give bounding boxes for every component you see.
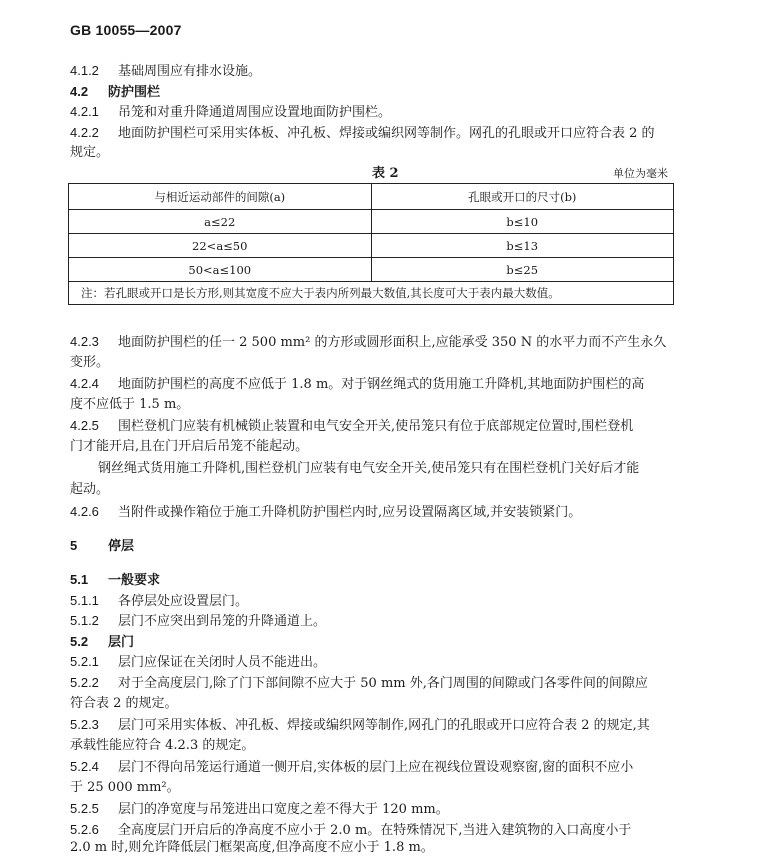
clause-4-1-2: 4.1.2 基础周围应有排水设施。 bbox=[70, 63, 262, 79]
clause-5-2-6: 5.2.6 全高度层门开启后的净高度不应小于 2.0 m。在特殊情况下,当进入建筑物的入口高度小于 bbox=[70, 822, 632, 838]
chapter-heading-5: 5 停层 bbox=[70, 538, 135, 554]
clause-5-2-5: 5.2.5 层门的净宽度与吊笼进出口宽度之差不得大于 120 mm。 bbox=[70, 801, 449, 817]
table-header-clearance: 与相近运动部件的间隙(a) bbox=[69, 184, 372, 210]
table-cell: b≤25 bbox=[371, 258, 674, 282]
clause-5-2-3: 5.2.3 层门可采用实体板、冲孔板、焊接或编织网等制作,网孔门的孔眼或开口应符合表 2 的规定,其 bbox=[70, 717, 650, 733]
table-row bbox=[69, 210, 674, 234]
clause-4-2-3-continued: 变形。 bbox=[70, 355, 110, 370]
clause-4-2-2: 4.2.2 地面防护围栏可采用实体板、冲孔板、焊接或编织网等制作。网孔的孔眼或开口应符合表 2 的 bbox=[70, 125, 655, 141]
table-cell: b≤10 bbox=[371, 210, 674, 234]
clause-4-2-3: 4.2.3 地面防护围栏的任一 2 500 mm² 的方形或圆形面积上,应能承受 350 N 的水平力而不产生永久 bbox=[70, 334, 667, 350]
clause-5-2-1: 5.2.1 层门应保证在关闭时人员不能进出。 bbox=[70, 654, 327, 670]
section-heading-5-1: 5.1 一般要求 bbox=[70, 572, 161, 588]
table-title: 表 2 bbox=[372, 166, 399, 181]
clause-4-2-5-paragraph-2-continued: 起动。 bbox=[70, 482, 110, 497]
clause-4-2-4: 4.2.4 地面防护围栏的高度不应低于 1.8 m。对于钢丝绳式的货用施工升降机,其地面防护围栏的高 bbox=[70, 376, 645, 392]
clause-5-2-4: 5.2.4 层门不得向吊笼运行通道一侧开启,实体板的层门上应在视线位置设观察窗,窗的面积不应小 bbox=[70, 759, 634, 775]
clause-5-1-2: 5.1.2 层门不应突出到吊笼的升降通道上。 bbox=[70, 613, 327, 629]
table-cell: 50<a≤100 bbox=[69, 258, 372, 282]
standard-code-header: GB 10055—2007 bbox=[70, 22, 182, 38]
table-unit: 单位为毫米 bbox=[613, 167, 668, 180]
clause-5-2-2: 5.2.2 对于全高度层门,除了门下部间隙不应大于 50 mm 外,各门周围的间隙或门各零件间的间隙应 bbox=[70, 675, 648, 691]
clause-5-1-1: 5.1.1 各停层处应设置层门。 bbox=[70, 593, 249, 609]
table-note: 注：若孔眼或开口是长方形,则其宽度不应大于表内所列最大数值,其长度可大于表内最大数值。 bbox=[69, 282, 674, 305]
clause-5-2-4-continued: 于 25 000 mm²。 bbox=[70, 780, 180, 795]
clause-4-2-5: 4.2.5 围栏登机门应装有机械锁止装置和电气安全开关,使吊笼只有位于底部规定位置时,围栏登机 bbox=[70, 418, 634, 434]
table-row bbox=[69, 234, 674, 258]
clause-4-2-5-continued: 门才能开启,且在门开启后吊笼不能起动。 bbox=[70, 439, 309, 454]
table-cell: 22<a≤50 bbox=[69, 234, 372, 258]
clause-5-2-6-continued: 2.0 m 时,则允许降低层门框架高度,但净高度不应小于 1.8 m。 bbox=[70, 840, 434, 855]
table-cell: b≤13 bbox=[371, 234, 674, 258]
clause-5-2-3-continued: 承载性能应符合 4.2.3 的规定。 bbox=[70, 738, 255, 753]
table-header-row bbox=[69, 184, 674, 210]
clearance-table bbox=[68, 183, 674, 305]
table-cell: a≤22 bbox=[69, 210, 372, 234]
section-heading-5-2: 5.2 层门 bbox=[70, 634, 135, 650]
clause-4-2-1: 4.2.1 吊笼和对重升降通道周围应设置地面防护围栏。 bbox=[70, 104, 392, 120]
clause-5-2-2-continued: 符合表 2 的规定。 bbox=[70, 696, 178, 711]
clause-4-2-6: 4.2.6 当附件或操作箱位于施工升降机防护围栏内时,应另设置隔离区域,并安装锁紧门。 bbox=[70, 504, 582, 520]
section-heading-4-2: 4.2 防护围栏 bbox=[70, 84, 161, 100]
clause-4-2-4-continued: 度不应低于 1.5 m。 bbox=[70, 397, 190, 412]
clause-4-2-5-paragraph-2: 钢丝绳式货用施工升降机,围栏登机门应装有电气安全开关,使吊笼只有在围栏登机门关好后才能 bbox=[98, 461, 640, 476]
table-header-opening-size: 孔眼或开口的尺寸(b) bbox=[371, 184, 674, 210]
table-note-row bbox=[69, 282, 674, 305]
clause-4-2-2-continued: 规定。 bbox=[70, 145, 110, 160]
table-row bbox=[69, 258, 674, 282]
